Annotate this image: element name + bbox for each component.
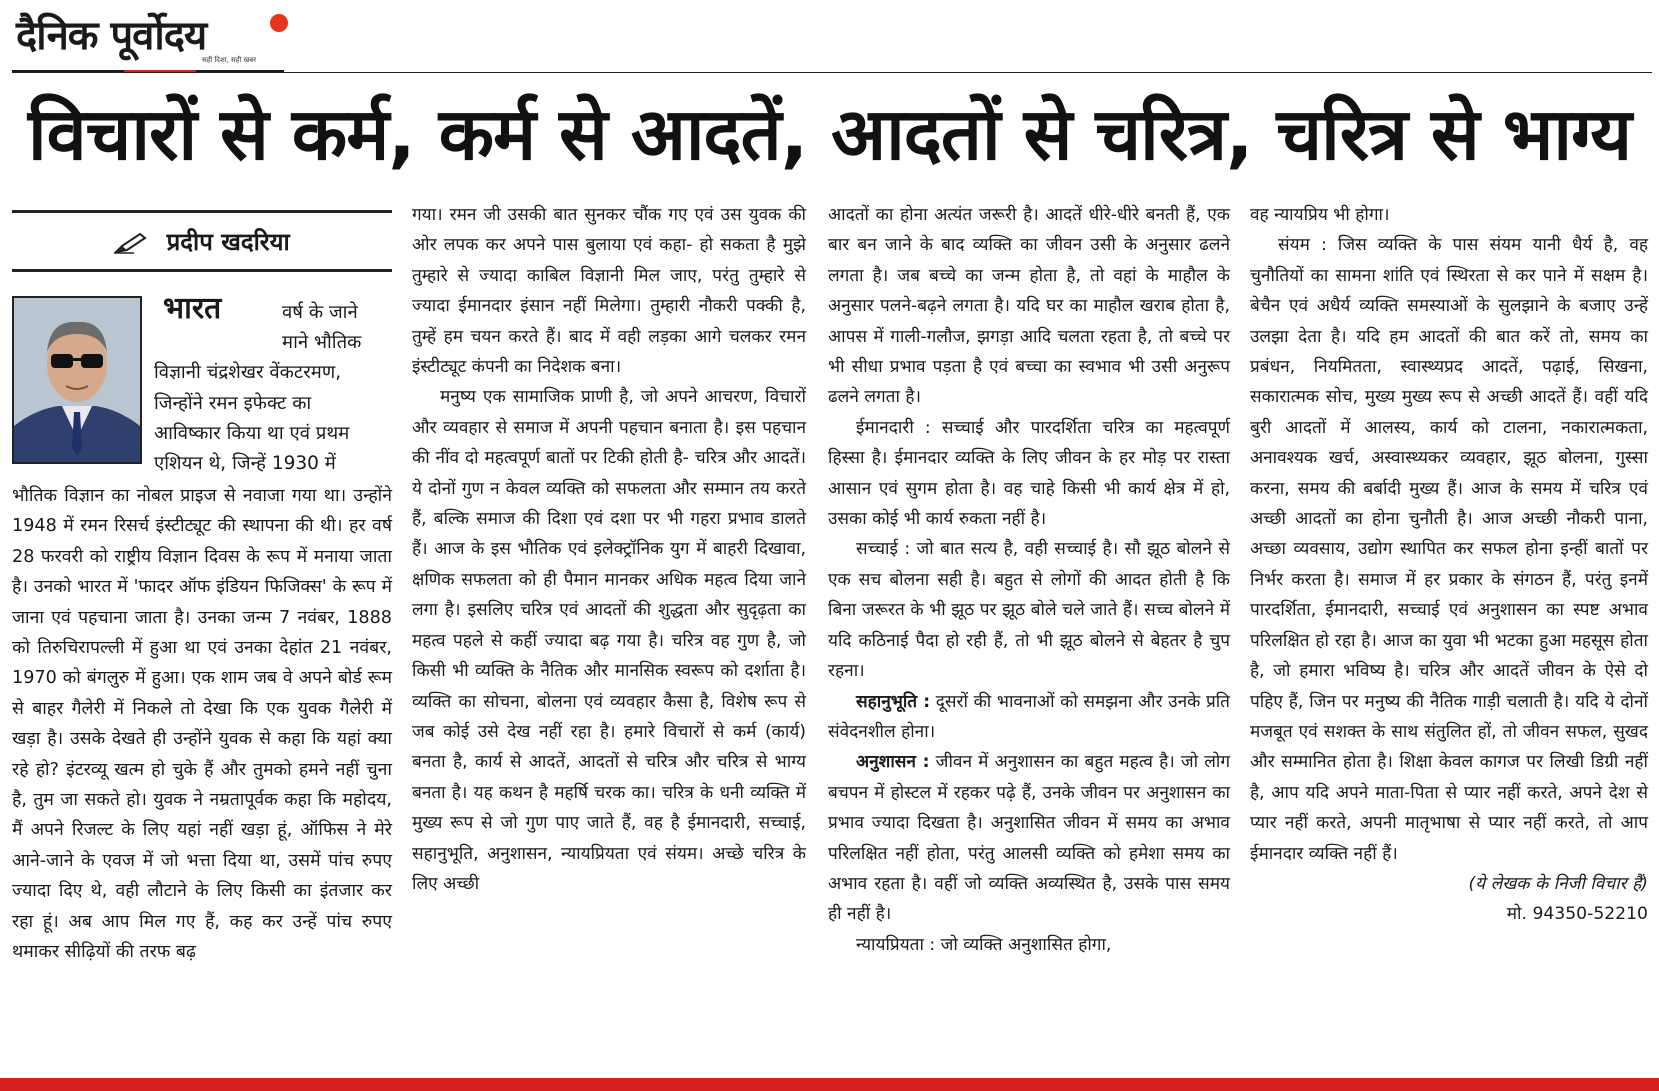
column-3-paragraph: सच्चाई : जो बात सत्य है, वही सच्चाई है। सौ झूठ बोलने से एक सच बोलना सही है। बहुत से लोगों की आदत होती है कि बिना जरूरत के भी झूठ पर झूठ बोले चले जाते हैं। सच्च बोलने में यदि कठिनाई पैदा हो रही हैं, तो भी झूठ बोलने से बेहतर है चुप रहना। [828, 539, 1230, 682]
beside-photo-line: वर्ष के जाने [282, 302, 358, 323]
beside-photo-line: आविष्कार किया था एवं प्रथम [154, 422, 350, 444]
column-1-body: भौतिक विज्ञान का नोबल प्राइज से नवाजा गया था। उन्होंने 1948 में रमन रिसर्च इंस्टीट्यूट की स्थापना की थी। हर वर्ष 28 फरवरी को राष्ट्रीय विज्ञान दिवस के रूप में मनाया जाता है। उनको भारत में 'फादर ऑफ इंडियन फिजिक्स' के रूप में जाना एवं पहचाना जाता है। उनका जन्म 7 नवंबर, 1888 को तिरुचिरापल्ली में हुआ था एवं उनका देहांत 21 नवंबर, 1970 को बंगलुरु में हुआ। एक शाम जब वे अपने बोर्ड रूम से बाहर गैलेरी में निकले तो देखा कि एक युवक गैलेरी में खड़ा है। उसके देखते ही उन्होंने युवक से कहा कि यहां क्या रहे हो? इंटरव्यू खत्म हो चुके हैं और तुमको हमने नहीं चुना है, तुम जा सकते हो। युवक ने नम्रतापूर्वक कहा कि महोदय, मैं अपने रिजल्ट के लिए यहां नहीं खड़ा हूं, ऑफिस ने मेरे आने-जाने के एवज में जो भत्ता दिया था, उसमें पांच रुपए ज्यादा दिए थे, वही लौटाने के लिए किसी का इंतजार कर रहा हूं। अब आप मिल गए हैं, कह कर उन्हें पांच रुपए थमाकर सीढ़ियों की तरफ बढ़ [12, 486, 392, 963]
column-3-paragraph: न्यायप्रियता : जो व्यक्ति अनुशासित होगा, [856, 934, 1112, 955]
column-2-paragraph: गया। रमन जी उसकी बात सुनकर चौंक गए एवं उस युवक की ओर लपक कर अपने पास बुलाया एवं कहा- हो सकता है मुझे तुम्हारे से ज्यादा काबिल विज्ञानी मिल जाए, परंतु तुम्हारे से ज्यादा ईमानदार इंसान नहीं मिलेगा। तुम्हारी नौकरी पक्की है, तुम्हें हम चयन करते हैं। बाद में वही लड़का आगे चलकर रमन इंस्टीट्यूट कंपनी का निदेशक बना। [412, 205, 806, 378]
author-phone: मो. 94350-52210 [1506, 904, 1648, 925]
masthead-rule [12, 72, 1652, 73]
bottom-red-bar [0, 1078, 1659, 1091]
pen-icon [114, 232, 148, 254]
column-3-paragraph [828, 747, 1230, 929]
column-3-paragraph: ईमानदारी : सच्चाई और पारदर्शिता चरित्र का महत्वपूर्ण हिस्सा है। ईमानदार व्यक्ति के लिए जीवन के हर मोड़ पर रास्ता आसान एवं सुगम होता है। वह चाहे किसी भी कार्य क्षेत्र में हो, उसका कोई भी कार्य रुकता नहीं है। [828, 417, 1230, 530]
subhead-label: सहानुभूति : [856, 691, 931, 712]
author-name: प्रदीप खदरिया [166, 228, 290, 256]
drop-cap-word: भारत [163, 291, 222, 326]
column-4-paragraph: वह न्यायप्रिय भी होगा। [1250, 205, 1390, 225]
subhead-text: जीवन में अनुशासन का बहुत महत्व है। जो लोग बचपन में होस्टल में रहकर पढ़े हैं, उनके जीवन पर अनुशासन का प्रभाव ज्यादा दिखता है। अनुशासित जीवन में समय का अभाव परिलक्षित नहीं होता, परंतु आलसी व्यक्ति को हमेशा समय का अभाव रहता है। वहीं जो व्यक्ति अव्यस्थित है, उसके पास समय ही नहीं है। [828, 752, 1231, 925]
logo-dot-icon [270, 14, 288, 32]
byline [12, 225, 392, 258]
masthead-logo [12, 6, 292, 72]
beside-photo-line: एशियन थे, जिन्हें 1930 में [154, 453, 336, 474]
subhead-text: दूसरों की भावनाओं को समझना और उनके प्रति संवेदनशील होना। [828, 691, 1230, 742]
byline-box [12, 210, 392, 272]
column-2-paragraph: मनुष्य एक सामाजिक प्राणी है, जो अपने आचरण, विचारों और व्यवहार से समाज में अपनी पहचान बनाता है। इस पहचान की नींव दो महत्वपूर्ण बातों पर टिकी होती है- चरित्र और आदतें। ये दोनों गुण न केवल व्यक्ति को सफलता और सम्मान तय करते हैं, बल्कि समाज की दिशा एवं दशा पर भी गहरा प्रभाव डालते हैं। आज के इस भौतिक एवं इलेक्ट्रॉनिक युग में बाहरी दिखावा, क्षणिक सफलता को ही पैमान मानकर अधिक महत्व दिया जाने लगा है। इसलिए चरित्र एवं आदतों की शुद्धता और सुदृढ़ता का महत्व पहले से कहीं ज्यादा बढ़ गया है। चरित्र वह गुण है, जो किसी भी व्यक्ति के नैतिक और मानसिक स्वरूप को दर्शाता है। व्यक्ति का सोचना, बोलना एवं व्यवहार कैसा है, विशेष रूप से जब कोई उसे देख नहीं रहा है। हमारे विचारों से कर्म (कार्य) बनता है, कार्य से आदतें, आदतों से चरित्र और चरित्र से भाग्य बनता है। यह कथन है महर्षि चरक का। चरित्र के धनी व्यक्ति में मुख्य रूप से जो गुण पाए जाते हैं, वह है ईमानदारी, सच्चाई, सहानुभूति, अनुशासन, न्यायप्रियता एवं संयम। अच्छे चरित्र के लिए अच्छी [412, 387, 806, 894]
subhead-label: अनुशासन : [856, 752, 930, 773]
author-disclaimer: (ये लेखक के निजी विचार हैं) [1468, 873, 1648, 894]
column-3-paragraph: आदतों का होना अत्यंत जरूरी है। आदतें धीरे-धीरे बनती हैं, एक बार बन जाने के बाद व्यक्ति का जीवन उसी के अनुसार ढलने लगता है। जब बच्चे का जन्म होता है, तो वहां के माहौल के अनुसार पलने-बढ़ने लगता है। यदि घर का माहौल खराब होता है, आपस में गाली-गलौज, झगड़ा आदि चलता रहता है, तो बच्चे पर भी सीधा प्रभाव पड़ता है एवं बच्चा का स्वभाव भी उसी अनुरूप ढलने लगता है। [828, 205, 1230, 408]
column-4 [1250, 200, 1648, 930]
beside-photo-line: विज्ञानी चंद्रशेखर वेंकटरमण, [154, 362, 342, 384]
newspaper-name: दैनिक पूर्वोदय [16, 13, 207, 59]
beside-photo-line: माने भौतिक [282, 332, 362, 354]
column-3 [828, 200, 1230, 960]
column-2 [412, 200, 806, 899]
column-4-paragraph: संयम : जिस व्यक्ति के पास संयम यानी धैर्य है, वह चुनौतियों का सामना शांति एवं स्थिरता से कर पाने में सक्षम है। बेचैन एवं अधैर्य व्यक्ति समस्याओं के सुलझाने के बजाए उन्हें उलझा देता है। यदि हम आदतों की बात करें तो, समय का प्रबंधन, नियमितता, स्वास्थ्यप्रद आदतें, पढ़ाई, सिखना, सकारात्मक सोच, मुख्य मुख्य रूप से अच्छी आदतें हैं। वहीं यदि बुरी आदतों में आलस्य, कार्य को टालना, नकारात्मकता, अनावश्यक खर्च, अस्वास्थ्यकर व्यवहार, झूठ बोलना, गुस्सा करना, समय की बर्बादी मुख्य हैं। आज के समय में चरित्र एवं अच्छी आदतों का होना चुनौती है। आज अच्छी नौकरी पाना, अच्छा व्यवसाय, उद्योग स्थापित कर सफल होना इन्हीं बातों पर निर्भर करता है। समाज में हर प्रकार के संगठन हैं, परंतु इनमें पारदर्शिता, ईमानदारी, सच्चाई एवं अनुशासन का स्पष्ट अभाव परिलक्षित हो रहा है। आज का युवा भी भटका हुआ महसूस होता है, जो हमारा भविष्य है। चरित्र और आदतें जीवन के ऐसे दो पहिए हैं, जिन पर मनुष्य की नैतिक गाड़ी चलाती है। यदि ये दोनों मजबूत एवं सशक्त के साथ संतुलित हों, तो जीवन सफल, सुखद और सम्मानित होता है। शिक्षा केवल कागज पर लिखी डिग्री नहीं है, आप यदि अपने माता-पिता से प्यार नहीं करते, अपने देश से प्यार नहीं करते, अपनी मातृभाषा से प्यार नहीं करते, तो आप ईमानदार व्यक्ति नहीं हैं। [1250, 235, 1648, 864]
article-headline: विचारों से कर्म, कर्म से आदतें, आदतों से चरित्र, चरित्र से भाग्य [27, 92, 1632, 176]
beside-photo-line: जिन्होंने रमन इफेक्ट का [154, 392, 312, 414]
column-3-paragraph [828, 687, 1230, 748]
column-1 [12, 291, 392, 968]
newspaper-tagline: सही दिशा, सही खबर [202, 56, 257, 64]
